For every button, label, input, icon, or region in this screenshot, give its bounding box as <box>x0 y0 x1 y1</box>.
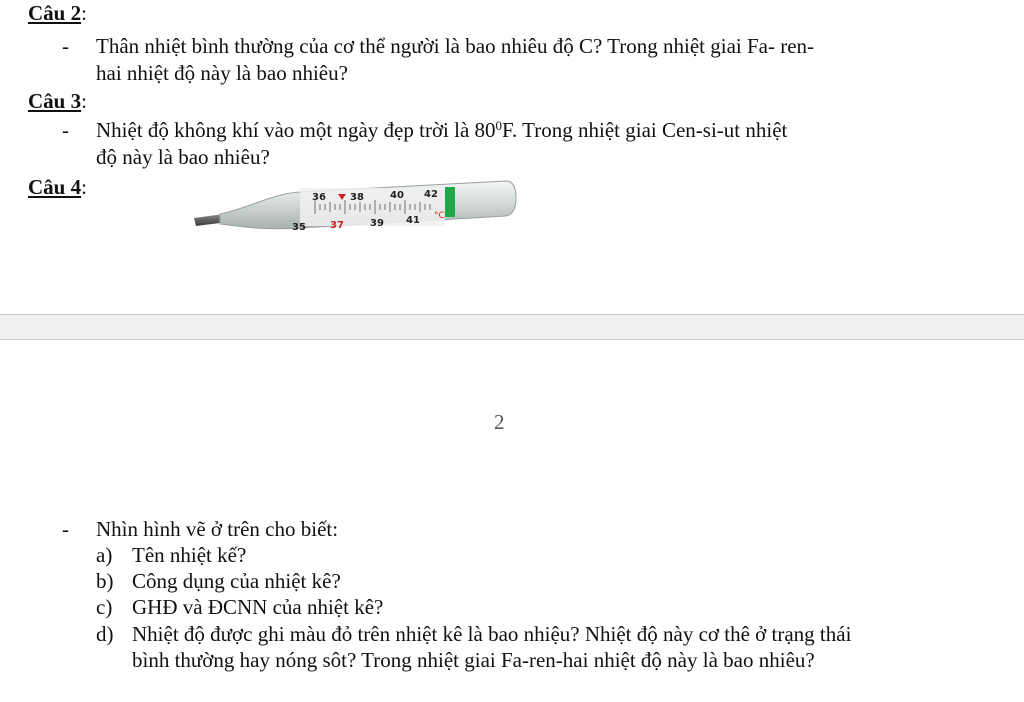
thermometer-image <box>190 178 520 240</box>
question-4-intro: Nhìn hình vẽ ở trên cho biết: <box>96 517 339 541</box>
scale-label-top: 38 <box>350 192 364 203</box>
question-3-text: Nhiệt độ không khí vào một ngày đẹp trời là 80 <box>96 118 496 142</box>
list-item <box>96 568 114 594</box>
list-item <box>96 621 114 647</box>
list-marker: a) <box>96 543 113 567</box>
colon: : <box>81 1 87 25</box>
scale-label-bottom: 41 <box>406 215 420 226</box>
list-item-text: Công dụng của nhiệt kê? <box>132 569 341 593</box>
page-break <box>0 314 1024 340</box>
question-3-line-2: độ này là bao nhiêu? <box>96 145 270 169</box>
question-2-heading <box>28 0 87 26</box>
degree-superscript: 0 <box>495 118 503 133</box>
question-2-label: Câu 2 <box>28 1 82 25</box>
list-marker: c) <box>96 595 113 619</box>
bullet-dash: - <box>62 34 69 58</box>
list-item-text: Tên nhiệt kế? <box>132 543 247 567</box>
question-3-line-1 <box>96 117 787 143</box>
list-item <box>96 594 112 620</box>
scale-label-bottom-red: 37 <box>330 220 344 231</box>
scale-label-bottom: 39 <box>370 218 384 229</box>
colon: : <box>81 89 87 113</box>
list-item <box>96 542 112 568</box>
list-item-text: GHĐ và ĐCNN của nhiệt kê? <box>132 595 384 619</box>
question-3-text-cont: F. Trong nhiệt giai Cen-si-ut nhiệt <box>502 118 788 142</box>
scale-label-top: 42 <box>424 189 438 200</box>
bullet-dash: - <box>62 517 69 541</box>
page-number: 2 <box>494 410 505 434</box>
question-4-label: Câu 4 <box>28 175 82 199</box>
question-4-heading <box>28 174 87 200</box>
unit-label: °C <box>434 211 445 221</box>
bullet-dash: - <box>62 118 69 142</box>
scale-label-top: 40 <box>390 190 404 201</box>
question-3-heading <box>28 88 87 114</box>
list-marker: b) <box>96 569 114 593</box>
list-item-text: Nhiệt độ được ghi màu đỏ trên nhiệt kê là bao nhiệu? Nhiệt độ này cơ thê ở trạng thái <box>132 622 852 646</box>
list-item-text-cont: bình thường hay nóng sôt? Trong nhiệt giai Fa-ren-hai nhiệt độ này là bao nhiêu? <box>132 648 815 672</box>
scale-label-top: 36 <box>312 192 326 203</box>
colon: : <box>81 175 87 199</box>
question-3-label: Câu 3 <box>28 89 82 113</box>
question-2-line-2: hai nhiệt độ này là bao nhiêu? <box>96 61 348 85</box>
question-2-line-1: Thân nhiệt bình thường của cơ thể người là bao nhiêu độ C? Trong nhiệt giai Fa- ren- <box>96 34 815 58</box>
list-marker: d) <box>96 622 114 646</box>
scale-label-bottom: 35 <box>292 222 306 233</box>
thermometer-end-band <box>445 187 455 217</box>
